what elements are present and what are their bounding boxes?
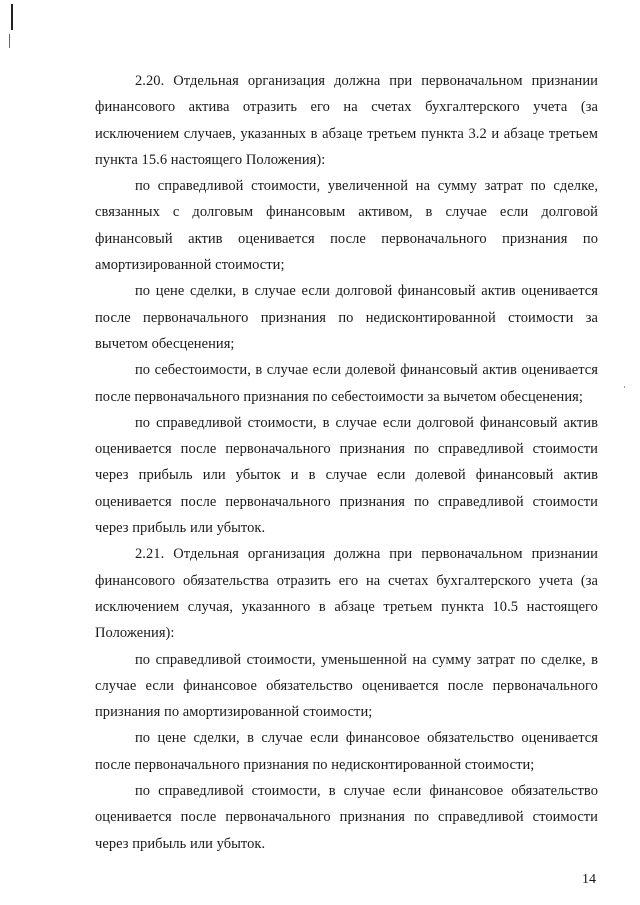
list-item: по справедливой стоимости, в случае если долговой финансовый актив оценивается после первоначального признания по справедливой стоимости через прибыль или убыток и в случае если долевой финансовый актив оценивается после первоначального признания по справедливой стоимости через прибыль или убыток. [95,414,598,537]
list-item: по себестоимости, в случае если долевой финансовый актив оценивается после первоначального признания по себестоимости за вычетом обесценения; [95,362,598,405]
list-item: по справедливой стоимости, уменьшенной на сумму затрат по сделке, в случае если финансовое обязательство оценивается после первоначального признания по амортизированной стоимости; [95,651,598,721]
list-item: по справедливой стоимости, в случае если финансовое обязательство оценивается после первоначального признания по справедливой стоимости через прибыль или убыток. [95,783,598,852]
list-item: по справедливой стоимости, увеличенной на сумму затрат по сделке, связанных с долговым финансовым активом, в случае если долговой финансовый актив оценивается после первоначального признания по амортизированной стоимости; [95,178,598,274]
document-body [95,68,598,857]
list-item: по цене сделки, в случае если долговой финансовый актив оценивается после первоначального признания по недисконтированной стоимости за вычетом обесценения; [95,283,598,352]
list-item: по цене сделки, в случае если финансовое обязательство оценивается после первоначального признания по недисконтированной стоимости; [95,730,598,773]
paragraph-2-21: 2.21. Отдельная организация должна при первоначальном признании финансового обязательства отразить его на счетах бухгалтерского учета (за исключением случая, указанного в абзаце третьем пункта 10.5 настоящего Положения): [95,546,598,642]
scan-artifact-mark [11,4,13,30]
paragraph-2-20: 2.20. Отдельная организация должна при первоначальном признании финансового актива отразить его на счетах бухгалтерского учета (за исключением случаев, указанных в абзаце третьем пункта 3.2 и абзаце третьем пункта 15.6 настоящего Положения): [95,73,598,168]
page-number: 14 [582,872,596,887]
scan-artifact-dot [624,386,625,388]
scan-artifact-mark [9,34,10,48]
